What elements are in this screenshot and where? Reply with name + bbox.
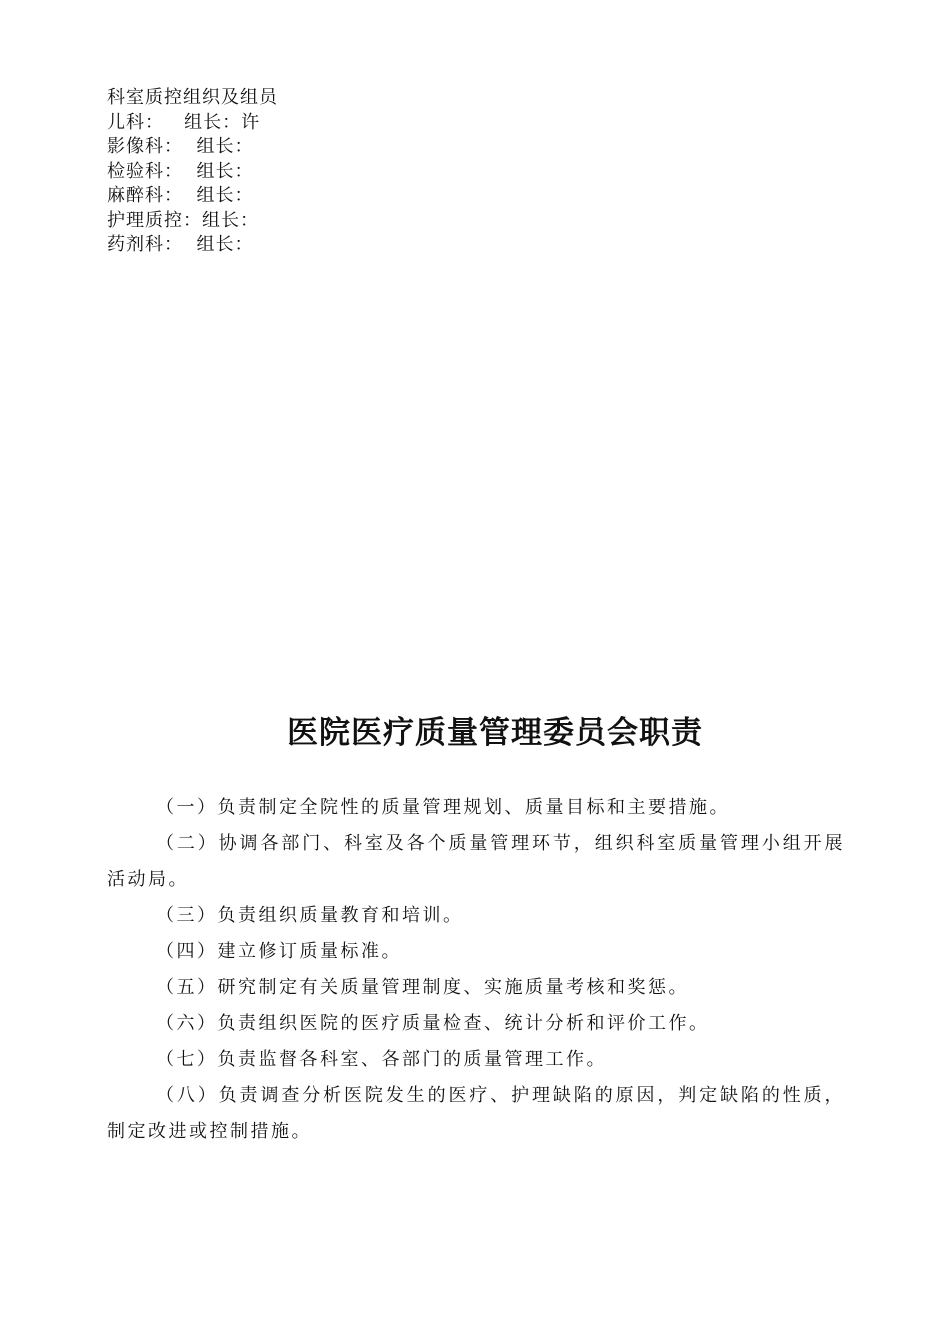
- page-title: 医院医疗质量管理委员会职责: [287, 715, 703, 751]
- responsibility-item-7: （七）负责监督各科室、各部门的质量管理工作。: [156, 1049, 607, 1070]
- responsibility-list: [107, 790, 845, 1150]
- group-line-nursing-qc: 护理质控：组长：: [107, 209, 259, 231]
- group-line-pharmacy: 药剂科： 组长：: [107, 234, 254, 255]
- group-line-anesthesia: 麻醉科： 组长：: [107, 185, 254, 206]
- responsibility-item-8: （八）负责调查分析医院发生的医疗、护理缺陷的原因，判定缺陷的性质，制定改进或控制措施。: [107, 1085, 845, 1142]
- group-line-laboratory: 检验科： 组长：: [107, 160, 254, 182]
- group-list-heading: 科室质控组织及组员: [107, 87, 278, 108]
- quality-control-group-list: [107, 86, 507, 258]
- responsibility-item-1: （一）负责制定全院性的质量管理规划、质量目标和主要措施。: [156, 797, 730, 818]
- responsibility-item-2: （二）协调各部门、科室及各个质量管理环节，组织科室质量管理小组开展活动局。: [107, 833, 845, 890]
- responsibility-item-3: （三）负责组织质量教育和培训。: [156, 905, 464, 926]
- group-line-imaging: 影像科： 组长：: [107, 136, 254, 157]
- responsibility-item-4: （四）建立修订质量标准。: [156, 941, 402, 962]
- responsibility-item-5: （五）研究制定有关质量管理制度、实施质量考核和奖惩。: [156, 977, 689, 998]
- group-line-pediatrics: 儿科： 组长：许: [107, 111, 261, 133]
- responsibility-item-6: （六）负责组织医院的医疗质量检查、统计分析和评价工作。: [156, 1013, 710, 1034]
